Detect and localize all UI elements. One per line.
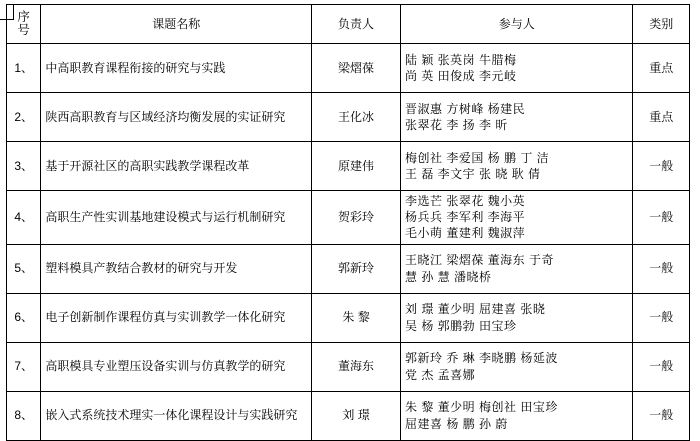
row-category: 一般 xyxy=(633,391,690,440)
table-header xyxy=(7,5,690,44)
participant-line: 朱 黎 董少明 梅创社 田宝珍 xyxy=(405,400,558,415)
table-row xyxy=(7,342,690,391)
row-participants xyxy=(401,44,633,93)
row-number: 2、 xyxy=(7,93,41,142)
participant-line: 郭新玲 乔 琳 李晓鹏 杨延波 xyxy=(405,351,558,366)
row-number: 6、 xyxy=(7,293,41,342)
participant-line: 刘 璟 董少明 屈建喜 张晓 xyxy=(405,302,546,317)
participant-line: 李选芒 张翠花 魏小英 xyxy=(405,194,526,208)
participant-line: 党 杰 孟喜娜 xyxy=(405,367,476,382)
table-row xyxy=(7,191,690,245)
row-number: 5、 xyxy=(7,244,41,293)
participant-line: 张翠花 李 扬 李 昕 xyxy=(405,118,508,132)
row-participants xyxy=(401,142,633,191)
row-leader: 原建伟 xyxy=(312,142,401,191)
row-title: 陕西高职教育与区域经济均衡发展的实证研究 xyxy=(41,93,312,142)
row-category: 一般 xyxy=(633,244,690,293)
header-no-line1: 序 xyxy=(17,9,30,24)
participant-line: 屈建喜 杨 鹏 孙 蔚 xyxy=(405,416,508,431)
row-category: 重点 xyxy=(633,44,690,93)
row-participants xyxy=(401,391,633,440)
row-title: 中高职教育课程衔接的研究与实践 xyxy=(41,44,312,93)
header-cell-category: 类别 xyxy=(633,5,690,44)
row-participants xyxy=(401,191,633,245)
row-participants xyxy=(401,342,633,391)
participant-line: 陆 颖 张英岗 牛腊梅 xyxy=(405,52,517,67)
row-category: 重点 xyxy=(633,93,690,142)
row-leader: 朱 黎 xyxy=(312,293,401,342)
row-number: 8、 xyxy=(7,391,41,440)
participant-line: 晋淑惠 方树峰 杨建民 xyxy=(405,101,526,116)
document-page xyxy=(0,4,700,438)
participant-line: 梅创社 李爱国 杨 鹏 丁 洁 xyxy=(405,150,550,165)
table-row xyxy=(7,391,690,440)
participant-line: 慧 孙 慧 潘晓桥 xyxy=(405,269,492,284)
row-title: 电子创新制作课程仿真与实训教学一体化研究 xyxy=(41,293,312,342)
page-corner-mark xyxy=(0,4,14,20)
participant-line: 杨兵兵 李军利 李海平 xyxy=(405,210,526,225)
table-row xyxy=(7,142,690,191)
row-category: 一般 xyxy=(633,142,690,191)
row-leader: 董海东 xyxy=(312,342,401,391)
row-category: 一般 xyxy=(633,293,690,342)
row-category: 一般 xyxy=(633,342,690,391)
row-number: 1、 xyxy=(7,44,41,93)
row-title: 嵌入式系统技术理实一体化课程设计与实践研究 xyxy=(41,391,312,440)
header-cell-leader: 负责人 xyxy=(312,5,401,44)
table-row xyxy=(7,93,690,142)
participant-line: 毛小萌 董建利 魏淑萍 xyxy=(405,226,526,241)
row-title: 基于开源社区的高职实践教学课程改革 xyxy=(41,142,312,191)
row-leader: 王化冰 xyxy=(312,93,401,142)
row-title: 塑料模具产教结合教材的研究与开发 xyxy=(41,244,312,293)
row-participants xyxy=(401,93,633,142)
participant-line: 吴 杨 郭鹏勃 田宝珍 xyxy=(405,318,517,333)
table-row xyxy=(7,244,690,293)
participant-line: 王晓江 梁熠葆 董海东 于奇 xyxy=(405,253,555,268)
row-leader: 贺彩玲 xyxy=(312,191,401,245)
header-no-line2: 号 xyxy=(17,23,30,37)
row-number: 7、 xyxy=(7,342,41,391)
row-category: 一般 xyxy=(633,191,690,245)
row-number: 4、 xyxy=(7,191,41,245)
row-leader: 郭新玲 xyxy=(312,244,401,293)
row-leader: 刘 璟 xyxy=(312,391,401,440)
row-participants xyxy=(401,293,633,342)
row-title: 高职生产性实训基地建设模式与运行机制研究 xyxy=(41,191,312,245)
table-header-row xyxy=(7,5,690,44)
row-leader: 梁熠葆 xyxy=(312,44,401,93)
table-row xyxy=(7,44,690,93)
row-number: 3、 xyxy=(7,142,41,191)
row-title: 高职模具专业塑压设备实训与仿真教学的研究 xyxy=(41,342,312,391)
table-body xyxy=(7,44,690,441)
header-cell-participants: 参与人 xyxy=(401,5,633,44)
header-cell-title: 课题名称 xyxy=(41,5,312,44)
participant-line: 王 磊 李文宇 张 晓 耿 倩 xyxy=(405,167,541,181)
row-participants xyxy=(401,244,633,293)
research-projects-table xyxy=(6,4,690,441)
participant-line: 尚 英 田俊成 李元岐 xyxy=(405,69,517,83)
table-row xyxy=(7,293,690,342)
